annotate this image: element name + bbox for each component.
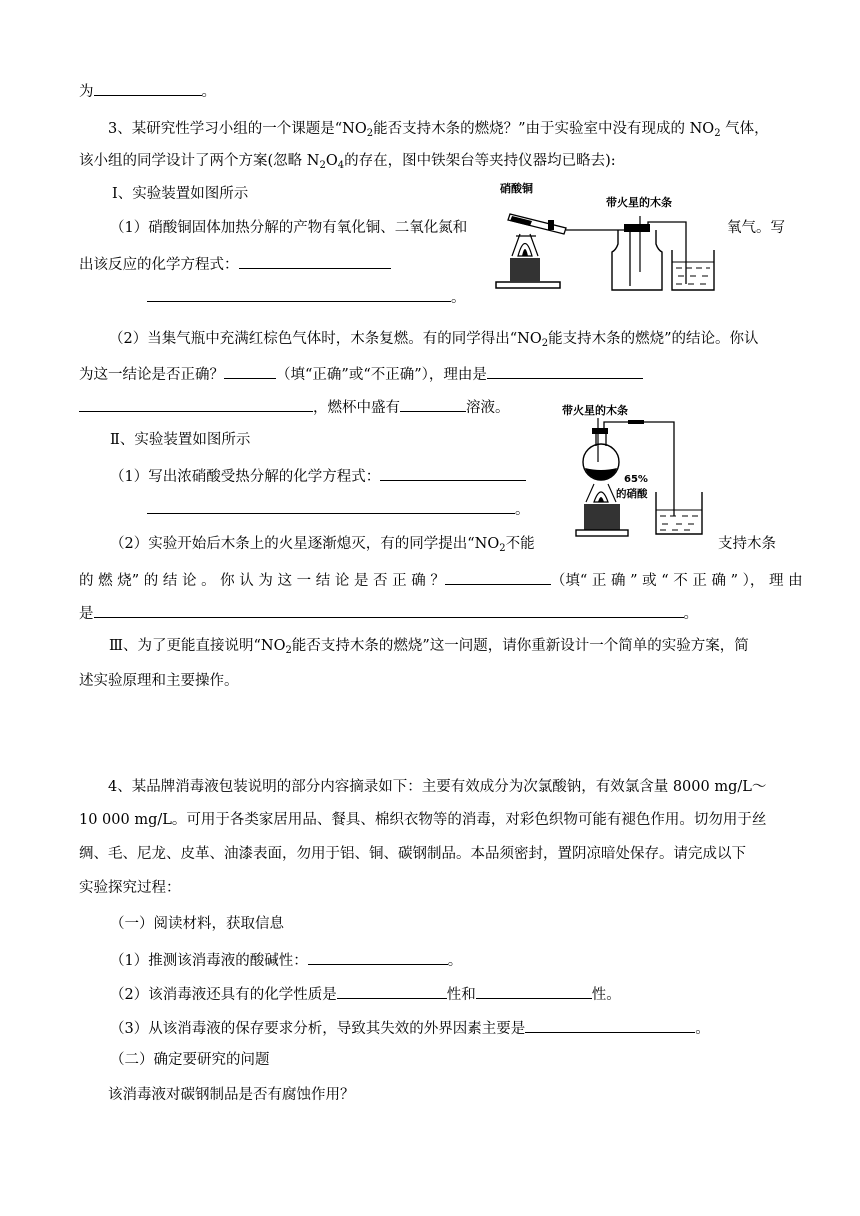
label-acid: 的硝酸: [616, 488, 648, 500]
equation-blank-cont[interactable]: [147, 286, 451, 302]
acidity-blank[interactable]: [308, 949, 448, 965]
apparatus-figure-1: [488, 176, 720, 296]
q3-intro-line1: 3、某研究性学习小组的一个课题是“$NO_2$能否支持木条的燃烧？”由于实验室中没有现成的 $NO_2$ 气体，: [108, 121, 769, 139]
part1-q2-line2: 为这一结论是否正确？ （填“正确”或“不正确”），理由是: [79, 363, 643, 385]
heater-block: [510, 258, 540, 282]
q4-section1: （一）阅读材料，获取信息: [110, 916, 284, 932]
q4-s1: （1）推测该消毒液的酸碱性： 。: [110, 949, 462, 971]
part2-q2-line1-right: 支持木条: [718, 536, 776, 552]
equation-blank[interactable]: [239, 253, 391, 269]
part1-heading: Ⅰ、实验装置如图所示: [112, 186, 249, 202]
part3-line2: 述实验原理和主要操作。: [79, 673, 239, 689]
part2-heading: Ⅱ、实验装置如图所示: [110, 432, 251, 448]
label-copper-nitrate: 硝酸铜: [500, 182, 533, 195]
property-blank-2[interactable]: [476, 983, 592, 999]
stand-base: [496, 282, 560, 288]
part2-q2-line3: 是 。: [79, 602, 698, 624]
heater-block-2: [584, 504, 620, 530]
property-blank-1[interactable]: [337, 983, 447, 999]
factor-blank[interactable]: [525, 1017, 695, 1033]
equation-blank-2[interactable]: [380, 465, 526, 481]
part1-q2-line1: （2）当集气瓶中充满红棕色气体时，木条复燃。有的同学得出“$NO_2$能支持木条的燃烧”的结论。你认: [109, 331, 759, 349]
stand-base-2: [576, 530, 628, 536]
part2-q1-line2: 。: [147, 498, 530, 520]
q4-s2: （2）该消毒液还具有的化学性质是 性和 性。: [110, 983, 621, 1005]
label-glowing-splint: 带火星的木条: [606, 196, 672, 209]
delivery-tube: [566, 230, 630, 286]
part1-q1-line3: 。: [147, 286, 466, 308]
part1-q1-line1: （1）硝酸铜固体加热分解的产物有氧化铜、二氧化氮和: [110, 220, 468, 236]
part2-q2-line2: 的 燃 烧” 的 结 论 。 你 认 为 这 一 结 论 是 否 正 确 ？ （填“ 正 确 ” 或 “ 不 正 确 ” ）， 理 由: [79, 569, 803, 591]
part1-q2-line3: ，燃杯中盛有 溶液。: [79, 396, 510, 418]
q4-line2: 10 000 mg/L。可用于各类家居用品、餐具、棉织衣物等的消毒，对彩色织物可能有褪色作用。切勿用于丝: [79, 812, 767, 828]
q2-tail-line: 为 。: [79, 80, 216, 102]
test-tube: [508, 214, 566, 234]
q4-line1: 4、某品牌消毒液包装说明的部分内容摘录如下：主要有效成分为次氯酸钠，有效氯含量 8000 mg/L～: [108, 779, 767, 795]
correctness-blank-2[interactable]: [445, 569, 551, 585]
apparatus-figure-2: [556, 398, 712, 540]
reason-blank-cont[interactable]: [79, 396, 313, 412]
q4-section2: （二）确定要研究的问题: [110, 1052, 270, 1068]
q3-intro-line2: 该小组的同学设计了两个方案(忽略 $N_2O_4$的存在，图中铁架台等夹持仪器均已略去):: [79, 153, 616, 171]
reason-blank[interactable]: [487, 363, 643, 379]
answer-blank[interactable]: [94, 80, 202, 96]
equation-blank-2-cont[interactable]: [147, 498, 515, 514]
beaker-2: [656, 492, 702, 534]
reason-blank-2[interactable]: [94, 602, 684, 618]
part1-q1-line1-right: 氧气。写: [727, 220, 785, 236]
q4-s3: （3）从该消毒液的保存要求分析，导致其失效的外界因素主要是 。: [110, 1017, 710, 1039]
part1-q1-line2: 出该反应的化学方程式：: [79, 253, 391, 275]
part3-line1: Ⅲ、为了更能直接说明“$NO_2$能否支持木条的燃烧”这一问题，请你重新设计一个简单的实验方案，简: [109, 638, 749, 656]
gas-jar: [612, 230, 662, 290]
label-acid-percent: 65%: [624, 474, 648, 485]
solution-blank[interactable]: [400, 396, 466, 412]
q4-question: 该消毒液对碳钢制品是否有腐蚀作用？: [108, 1087, 355, 1103]
correctness-blank[interactable]: [224, 363, 276, 379]
part2-q2-line1: （2）实验开始后木条上的火星逐渐熄灭，有的同学提出“$NO_2$不能: [110, 536, 535, 554]
part2-q1-line1: （1）写出浓硝酸受热分解的化学方程式：: [110, 465, 526, 487]
q4-line4: 实验探究过程：: [79, 880, 181, 896]
q4-line3: 绸、毛、尼龙、皮革、油漆表面，勿用于铝、铜、碳钢制品。本品须密封，置阴凉暗处保存。请完成以下: [79, 846, 746, 862]
label-glowing-splint-2: 带火星的木条: [562, 404, 628, 417]
